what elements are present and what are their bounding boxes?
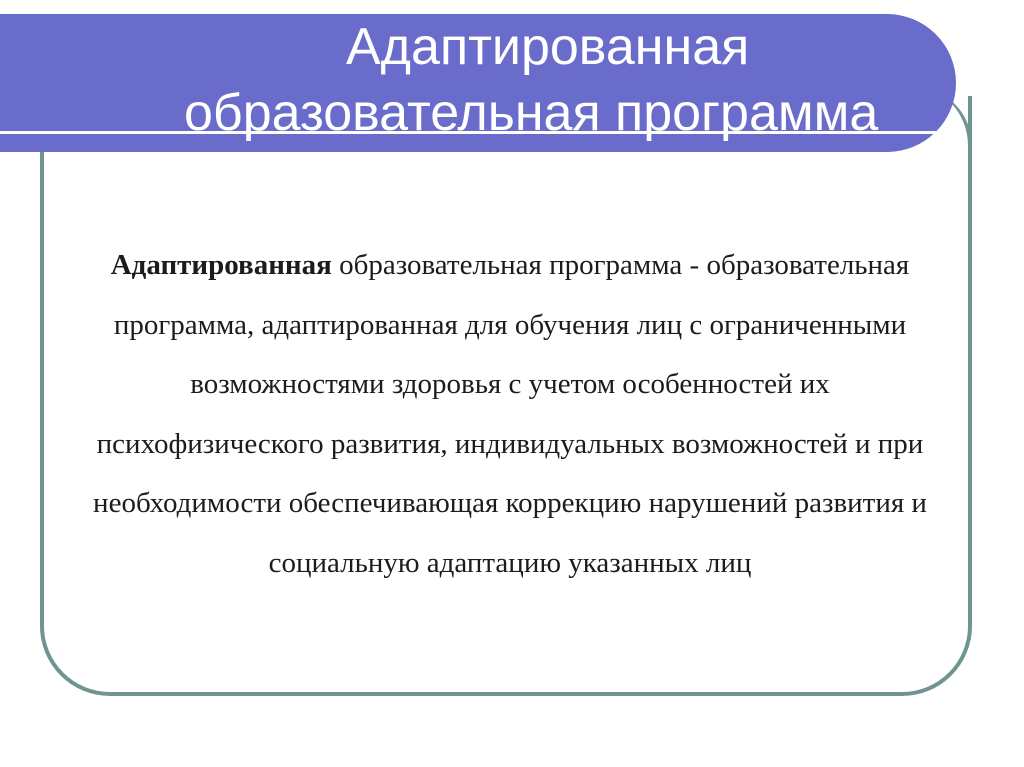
slide-title-line2: образовательная программа xyxy=(184,84,879,142)
slide-title-line1: Адаптированная xyxy=(346,18,750,76)
slide-title xyxy=(168,14,958,146)
definition-text xyxy=(80,236,940,593)
definition-body: образовательная программа - образовательная программа, адаптированная для обучения лиц с ограниченными возможностями здоровья с учетом особенностей их психофизического развития, индивидуальных возможностей и при необходимости обеспечивающая коррекцию нарушений развития и социальную адаптацию указанных лиц xyxy=(93,249,927,579)
definition-term: Адаптированная xyxy=(110,249,332,281)
